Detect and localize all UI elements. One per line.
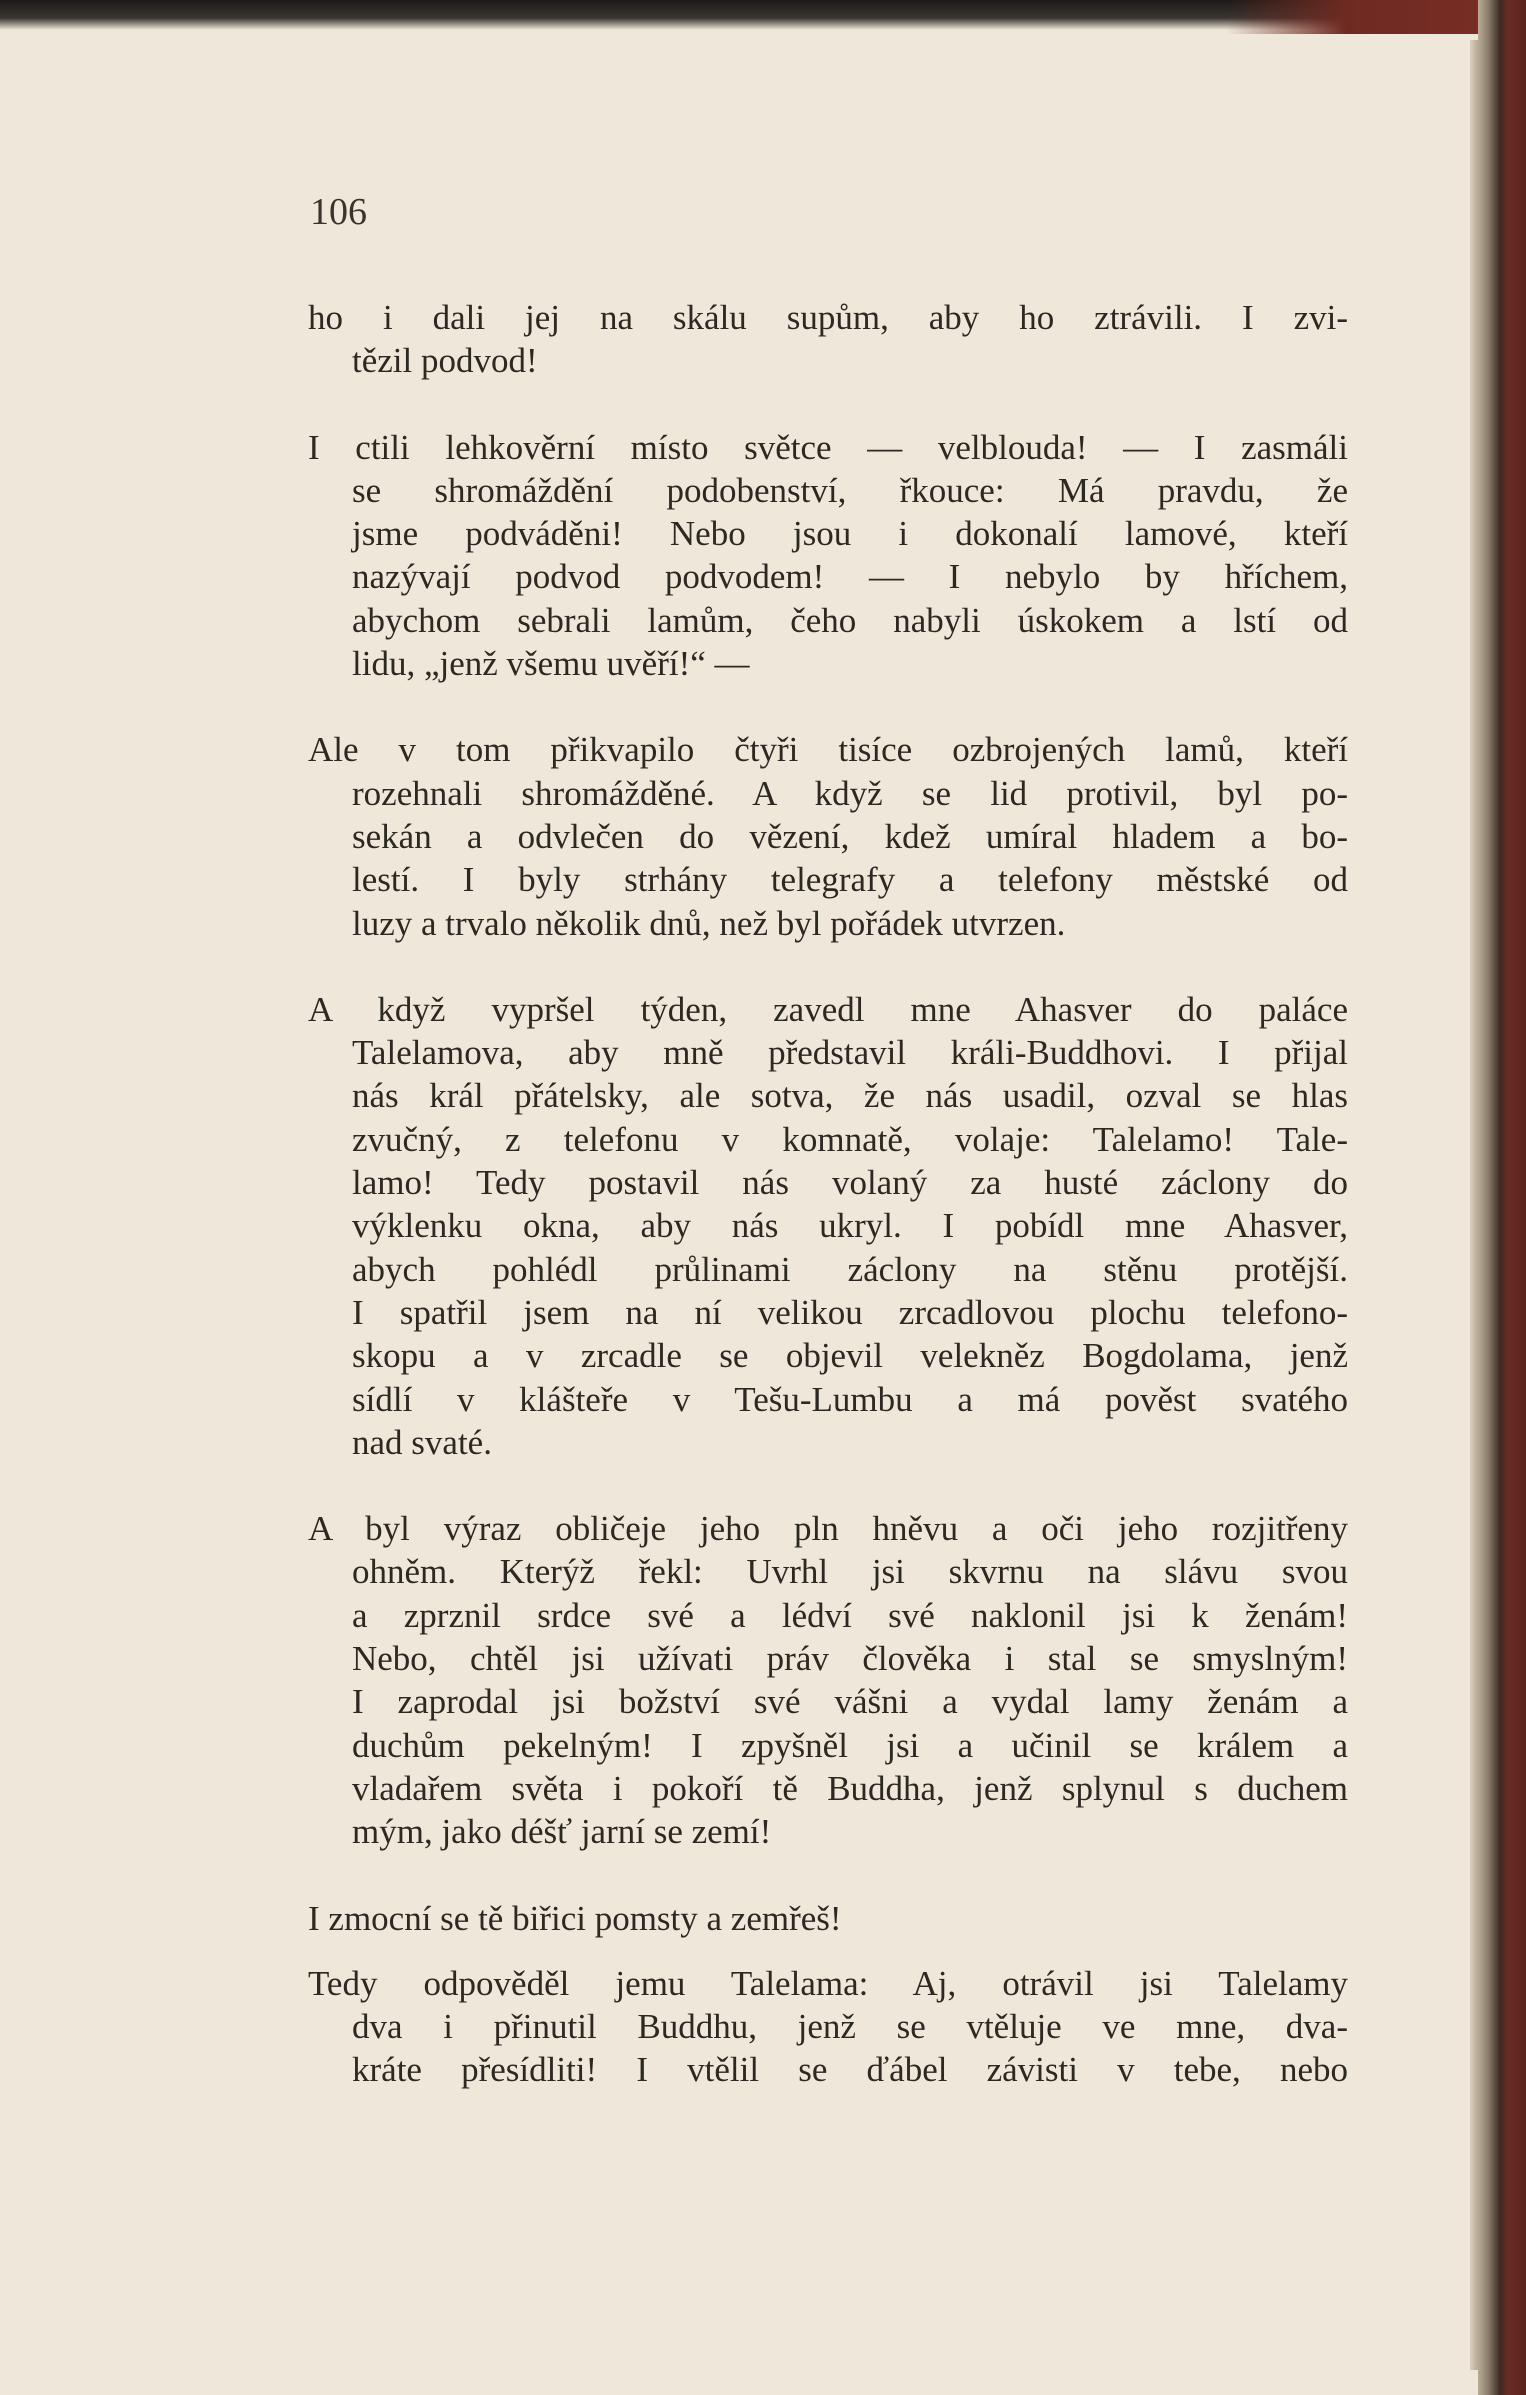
text-line: Ale v tom přikvapilo čtyři tisíce ozbrojených lamů, kteří — [308, 730, 1348, 770]
paragraph-1 — [308, 296, 1348, 383]
paragraph-3 — [308, 728, 1348, 944]
text-line: nazývají podvod podvodem! — I nebylo by hříchem, — [352, 557, 1348, 597]
text-line: I ctili lehkověrní místo světce — velblouda! — I zasmáli — [308, 427, 1348, 467]
text-line: vladařem světa i pokoří tě Buddha, jenž splynul s duchem — [352, 1768, 1348, 1808]
text-line: A když vypršel týden, zavedl mne Ahasver do paláce — [308, 989, 1348, 1029]
text-line: abych pohlédl průlinami záclony na stěnu protější. — [352, 1249, 1348, 1289]
text-line: duchům pekelným! I zpyšněl jsi a učinil se králem a — [352, 1725, 1348, 1765]
text-line: lestí. I byly strhány telegrafy a telefony městské od — [352, 860, 1348, 900]
page-right-margin — [1470, 40, 1478, 2370]
text-line: sekán a odvlečen do vězení, kdež umíral hladem a bo- — [352, 816, 1348, 856]
text-line: luzy a trvalo několik dnů, než byl pořádek utvrzen. — [352, 903, 1066, 943]
text-line: Talelamova, aby mně představil králi-Buddhovi. I přijal — [352, 1033, 1348, 1073]
text-line: I zaprodal jsi božství své vášni a vydal lamy ženám a — [352, 1682, 1348, 1722]
text-line: abychom sebrali lamům, čeho nabyli úskokem a lstí od — [352, 600, 1348, 640]
text-line: lidu, „jenž všemu uvěří!“ — — [352, 644, 750, 684]
paragraph-6 — [308, 1897, 1348, 1940]
body-text — [308, 296, 1348, 2092]
text-line: Tedy odpověděl jemu Talelama: Aj, otrávil jsi Talelamy — [308, 1963, 1348, 2003]
text-line: výklenku okna, aby nás ukryl. I pobídl mne Ahasver, — [352, 1206, 1348, 1246]
text-line: se shromáždění podobenství, řkouce: Má pravdu, že — [352, 470, 1348, 510]
text-line: nás král přátelsky, ale sotva, že nás usadil, ozval se hlas — [352, 1076, 1348, 1116]
book-binding-edge — [1478, 0, 1526, 2395]
text-line: skopu a v zrcadle se objevil velekněz Bogdolama, jenž — [352, 1336, 1348, 1376]
text-line: jsme podváděni! Nebo jsou i dokonalí lamové, kteří — [352, 514, 1348, 554]
text-line: dva i přinutil Buddhu, jenž se vtěluje ve mne, dva- — [352, 2007, 1348, 2047]
text-line: I spatřil jsem na ní velikou zrcadlovou plochu telefono- — [352, 1292, 1348, 1332]
text-line: tězil podvod! — [352, 341, 538, 381]
text-line: I zmocní se tě biřici pomsty a zemřeš! — [308, 1898, 842, 1938]
text-line: A byl výraz obličeje jeho pln hněvu a oči jeho rozjitřeny — [308, 1509, 1348, 1549]
text-line: sídlí v klášteře v Tešu-Lumbu a má pověst svatého — [352, 1379, 1348, 1419]
text-line: Nebo, chtěl jsi užívati práv člověka i stal se smyslným! — [352, 1639, 1348, 1679]
text-line: lamo! Tedy postavil nás volaný za husté záclony do — [352, 1163, 1348, 1203]
paragraph-7 — [308, 1962, 1348, 2092]
text-line: ohněm. Kterýž řekl: Uvrhl jsi skvrnu na slávu svou — [352, 1552, 1348, 1592]
text-line: nad svaté. — [352, 1422, 492, 1462]
text-line: kráte přesídliti! I vtělil se ďábel závisti v tebe, nebo — [352, 2050, 1348, 2090]
text-line: a zprznil srdce své a lédví své naklonil jsi k ženám! — [352, 1595, 1348, 1635]
paragraph-2 — [308, 426, 1348, 686]
page-number: 106 — [310, 191, 367, 233]
text-line: zvučný, z telefonu v komnatě, volaje: Talelamo! Tale- — [352, 1119, 1348, 1159]
paragraph-5 — [308, 1507, 1348, 1853]
text-line: ho i dali jej na skálu supům, aby ho ztrávili. I zvi- — [308, 298, 1348, 337]
paragraph-4 — [308, 988, 1348, 1464]
text-line: mým, jako déšť jarní se zemí! — [352, 1812, 772, 1852]
text-line: rozehnali shromážděné. A když se lid protivil, byl po- — [352, 773, 1348, 813]
